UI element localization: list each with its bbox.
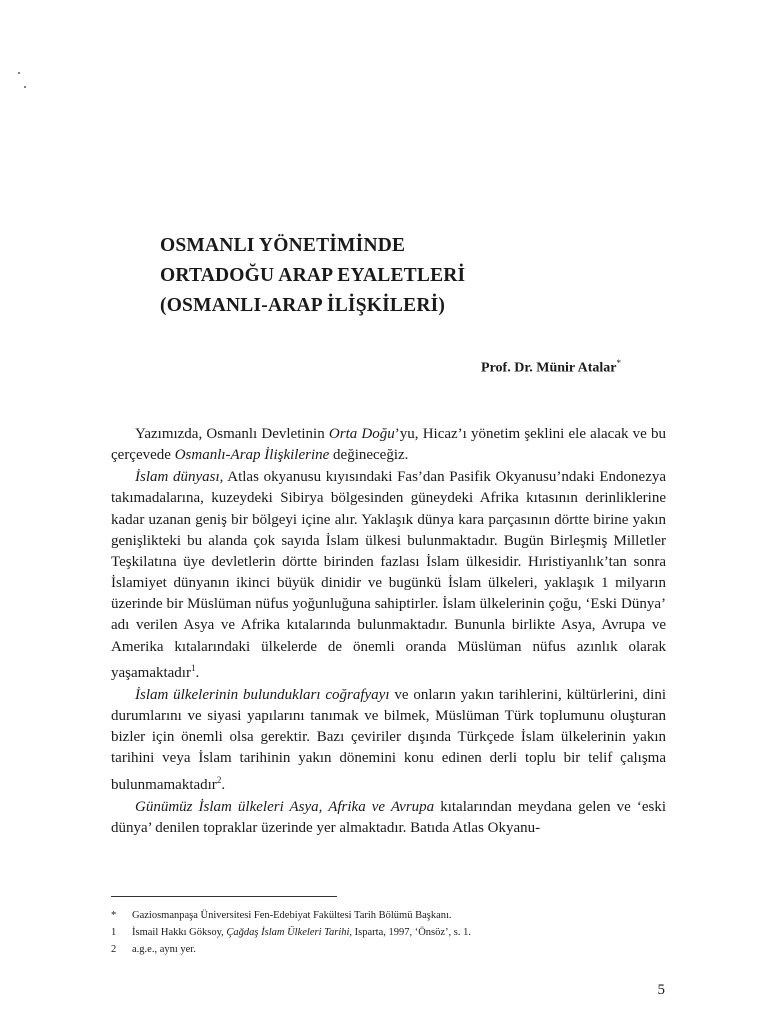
title-line-2: ORTADOĞU ARAP EYALETLERİ xyxy=(160,265,466,286)
paragraph-1-text-b: ’yu, Hicaz’ı yönetim şeklini ele alacak ve bu çerçevede xyxy=(111,426,666,464)
paragraph-4-italic: Günümüz İslam ülkeleri Asya, Afrika ve Avrupa xyxy=(135,798,435,815)
footnote-1-author: İsmail Hakkı Göksoy, xyxy=(132,927,227,938)
article-body xyxy=(111,424,666,840)
paragraph-2-italic: İslam dünyası xyxy=(135,469,220,486)
footnote-1-details: , Isparta, 1997, ‘Önsöz’, s. 1. xyxy=(349,927,472,938)
title-line-1: OSMANLI YÖNETİMİNDE xyxy=(160,235,406,256)
author-name: Prof. Dr. Münir Atalar xyxy=(481,360,617,376)
footnote-ref-1: 1 xyxy=(190,662,196,673)
paragraph-1-italic-b: Osmanlı-Arap İlişkilerine xyxy=(174,447,330,464)
article-title xyxy=(160,231,465,321)
footnote-divider xyxy=(111,896,337,897)
paragraph-1-italic-a: Orta Doğu xyxy=(328,426,395,442)
paragraph-4 xyxy=(111,797,666,839)
footnote-text xyxy=(132,924,471,941)
footnote-1 xyxy=(111,924,666,941)
paragraph-1-text-a: Yazımızda, Osmanlı Devletinin xyxy=(135,426,329,442)
footnote-ref-2: 2 xyxy=(216,774,222,785)
footnotes xyxy=(111,907,666,958)
paragraph-3-italic: İslam ülkelerinin bulundukları coğrafyayı xyxy=(135,686,390,703)
footnote-mark: * xyxy=(111,910,117,921)
paragraph-3 xyxy=(111,685,666,796)
footnote-text: Gaziosmanpaşa Üniversitesi Fen-Edebiyat Fakültesi Tarih Bölümü Başkanı. xyxy=(132,910,452,921)
paragraph-2-end: . xyxy=(195,664,200,681)
footnote-2 xyxy=(111,941,666,958)
title-line-3: (OSMANLI-ARAP İLİŞKİLERİ) xyxy=(160,295,446,316)
paragraph-2 xyxy=(111,467,666,684)
footnote-author xyxy=(111,907,666,924)
footnote-1-book-title: Çağdaş İslam Ülkeleri Tarihi xyxy=(226,927,350,938)
paragraph-4-text: kıtalarından meydana gelen ve ‘eski dünya’ denilen topraklar üzerinde yer almaktadır. Batıda Atlas Okyanu- xyxy=(111,798,666,836)
page-number: 5 xyxy=(657,982,665,998)
footnote-mark: 2 xyxy=(111,944,117,955)
paragraph-1 xyxy=(111,424,666,466)
scan-specks xyxy=(18,72,30,96)
author-byline xyxy=(481,358,621,377)
footnote-mark: 1 xyxy=(111,927,117,938)
paragraph-2-text: , Atlas okyanusu kıyısındaki Fas’dan Pasifik Okyanusu’ndaki Endonezya takımadalarına, kuzeydeki Sibirya bölgesinden güneydeki Afrika kıtasının derinliklerine kadar uzanan geniş bir bölgeyi içine alır. Yaklaşık dünya kara parçasının dörtte birine yakın genişlikteki bu alanda çok sayıda İslam ülkesi bulunmaktadır. Bugün Birleşmiş Milletler Teşkilatına üye devletlerin dörtte birinden fazlası İslam ülkesidir. Hıristiyanlık’tan sonra İslamiyet dünyanın ikinci büyük dinidir ve bugünkü İslam ülkeleri, yaklaşık 1 milyarın üzerinde bir Müslüman nüfus yoğunluğuna sahiptirler. İslam ülkelerinin çoğu, ‘Eski Dünya’ adı verilen Asya ve Afrika kıtalarında bulunmaktadır. Bununla birlikte Asya, Avrupa ve Amerika kıtalarındaki ülkelerde de önemli oranda Müslüman nüfus azınlık olarak yaşamaktadır xyxy=(111,469,667,681)
paragraph-1-text-c: değineceğiz. xyxy=(329,447,409,464)
paragraph-3-text: ve onların yakın tarihlerini, kültürlerini, dini durumlarını ve siyasi yapılarını tanımak ve bilmek, Müslüman Türk toplumunu oluşturan bizler için önemli olsa gerektir. Bazı çeviriler dışında Türkçede İslam ülkelerinin yakın tarihini veya İslam tarihinin yakın dönemini konu edinen derli toplu bir telif çalışma bulunmamaktadır xyxy=(111,686,666,793)
footnote-text: a.g.e., aynı yer. xyxy=(132,944,196,955)
author-footnote-mark: * xyxy=(616,358,621,368)
paragraph-3-end: . xyxy=(221,776,226,793)
